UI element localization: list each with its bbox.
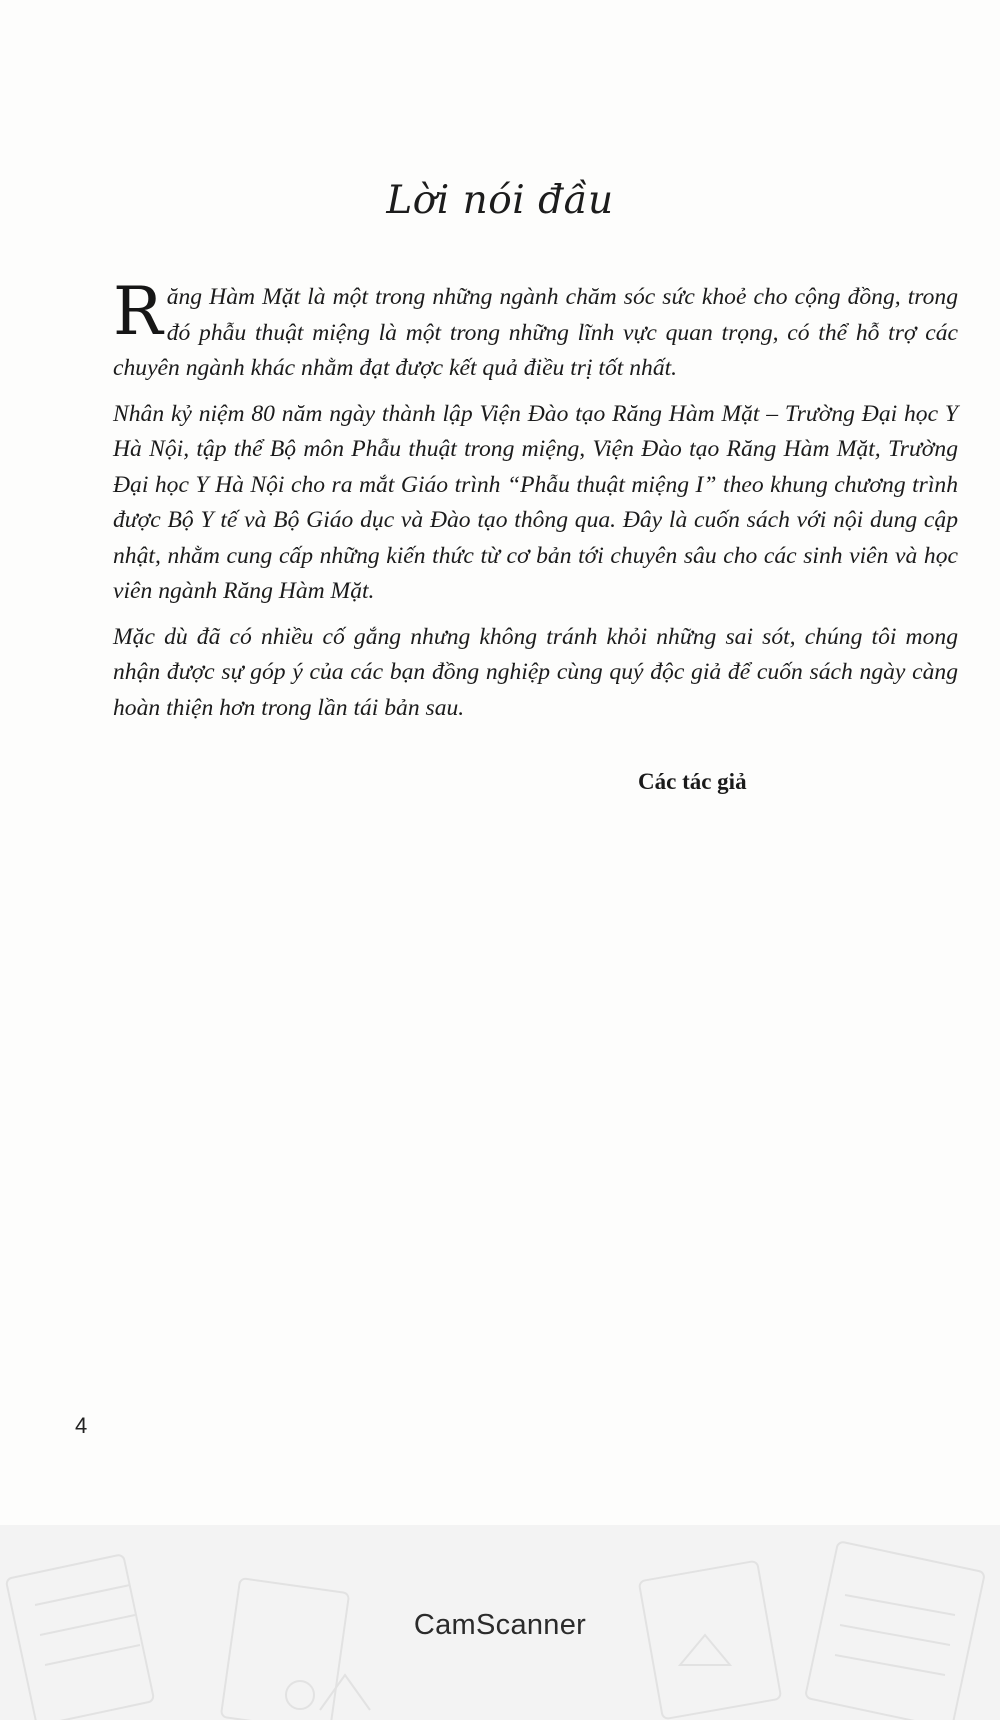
authors-signature: Các tác giả — [638, 769, 747, 794]
camscanner-brand-label: CamScanner — [413, 1609, 587, 1641]
intro-text: ăng Hàm Mặt là một trong những ngành chăm sóc sức khoẻ cho cộng đồng, trong đó phẫu thuật miệng là một trong những lĩnh vực quan trọng, có thể hỗ trợ các chuyên ngành khác nhằm đạt được kết quả điều trị tốt nhất. — [113, 284, 958, 381]
drop-cap-letter: R — [113, 273, 163, 350]
page-title: Lời nói đầu — [386, 178, 614, 223]
paragraph-anniversary: Nhân kỷ niệm 80 năm ngày thành lập Viện Đào tạo Răng Hàm Mặt – Trường Đại học Y Hà Nội, tập thể Bộ môn Phẫu thuật trong miệng, Viện Đào tạo Răng Hàm Mặt, Trường Đại học Y Hà Nội cho ra mắt Giáo trình “Phẫu thuật miệng I” theo khung chương trình được Bộ Y tế và Bộ Giáo dục và Đào tạo thông qua. Đây là cuốn sách với nội dung cập nhật, nhằm cung cấp những kiến thức từ cơ bản tới chuyên sâu cho các sinh viên và học viên ngành Răng Hàm Mặt. — [113, 400, 958, 604]
page-number: 4 — [75, 1413, 88, 1438]
intro-paragraph — [113, 273, 958, 387]
scanner-footer — [0, 1525, 1000, 1720]
paragraph-closing: Mặc dù đã có nhiều cố gắng nhưng không tránh khỏi những sai sót, chúng tôi mong nhận được sự góp ý của các bạn đồng nghiệp cùng quý độc giả để cuốn sách ngày càng hoàn thiện hơn trong lần tái bản sau. — [113, 623, 958, 721]
preface-body — [113, 273, 958, 736]
